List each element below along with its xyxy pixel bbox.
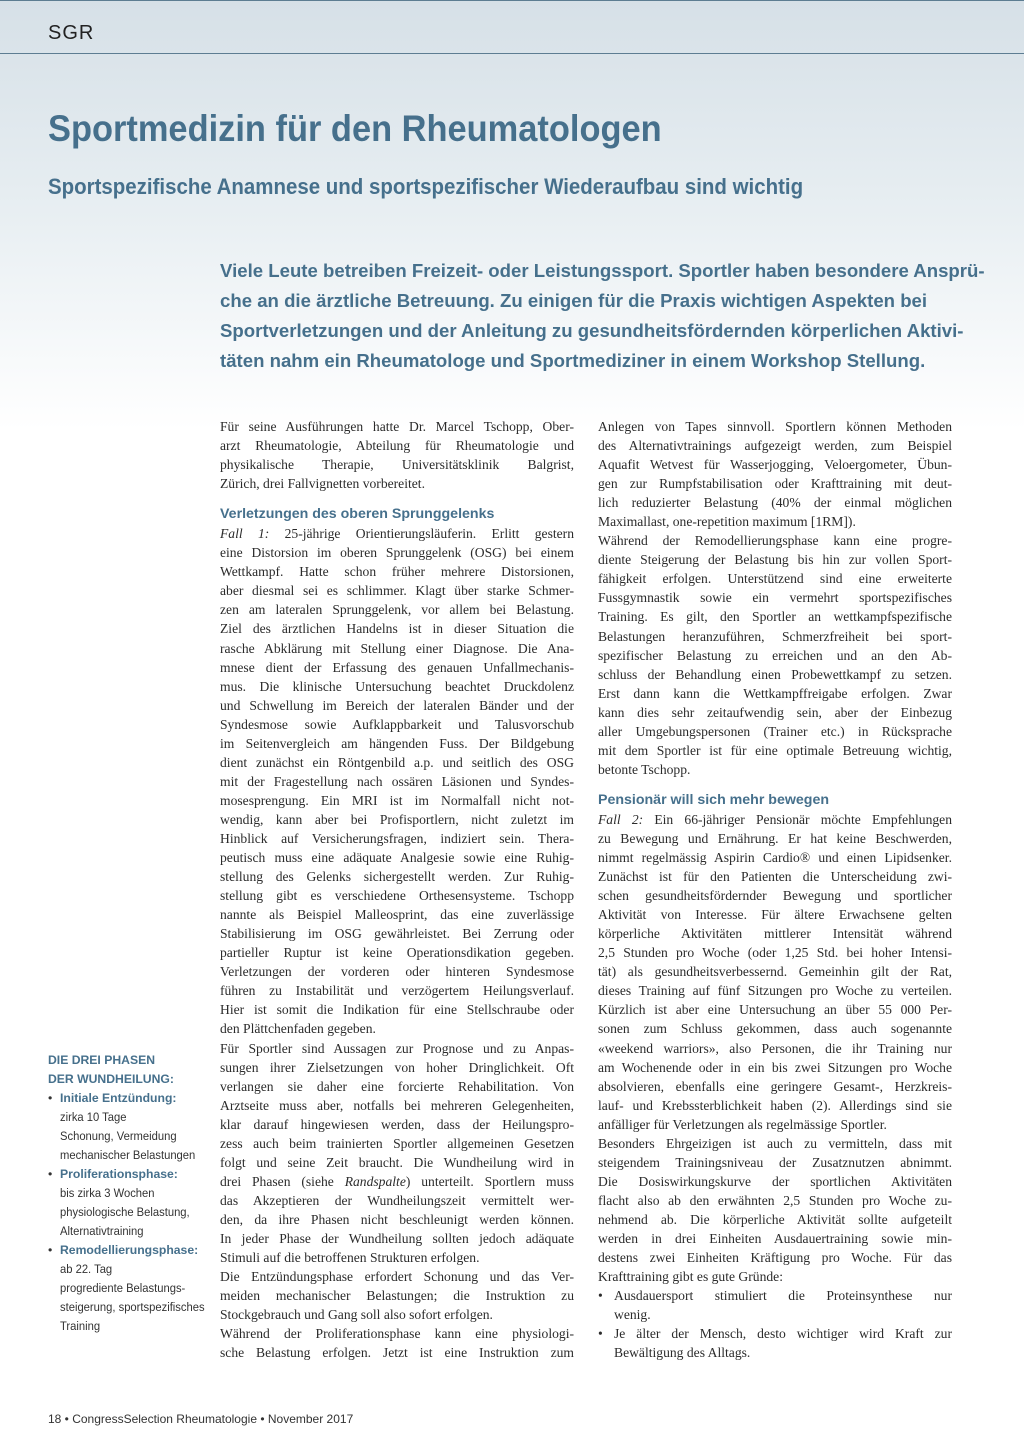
text-line: Stabilisierung im OSG gewährleistet. Bei Zerrung oder (220, 926, 574, 942)
text-line: Für Sportler sind Aussagen zur Prognose und zu Anpas- (220, 1040, 574, 1056)
text-line: dieses Training auf fünf Sitzungen pro Woche zu verteilen. (598, 983, 952, 999)
text-line: zen am lateralen Sprunggelenk, vor allem bei Belastung. (220, 602, 574, 618)
text-span: ) unterteilt. Sportlern muss (405, 1173, 574, 1189)
text-line: «weekend warriors», also Personen, die ihr Training nur (598, 1040, 952, 1056)
case-label: Fall 2: (598, 811, 644, 827)
text-line: Fussgymnastik sowie ein vermehrt sportspezifisches (598, 590, 952, 606)
paragraph (220, 1267, 574, 1324)
paragraph (220, 1324, 574, 1362)
lead-paragraph (220, 256, 1010, 376)
text-line: das Akzeptieren der Wundheilungszeit vermittelt wer- (220, 1192, 574, 1208)
bullet-icon: • (598, 1288, 603, 1304)
text-line: anfälliger für Verletzungen als regelmässige Sportler. (598, 1116, 887, 1132)
text-line: und Schwellung im Bereich der lateralen Bänder und der (220, 697, 574, 713)
paragraph (598, 531, 952, 779)
sidebar-box (48, 1051, 208, 1336)
text-line: stellung gibt es verschiedene Orthesensysteme. Tschopp (220, 888, 574, 904)
paragraph (220, 1039, 574, 1172)
phase-item (48, 1089, 208, 1165)
lead-line: täten nahm ein Rheumatologe und Sportmediziner in einem Workshop Stellung. (220, 350, 926, 371)
text-line: absolvieren, ebenfalls eine geringere Gesamt-, Herzkreis- (598, 1078, 952, 1094)
text-line: werden in drei Einheiten Ausdauertraining sowie min- (598, 1230, 952, 1246)
text-line: zu Bewegung und Ernährung. Er hat keine Beschwerden, (598, 830, 952, 846)
text-span: drei Phasen (siehe (220, 1173, 345, 1189)
case-line (220, 524, 574, 543)
text-line: sonen zum Schluss gekommen, dass auch sogenannte (598, 1021, 952, 1037)
text-line: am Wochenende oder in ein bis zwei Sitzungen pro Woche (598, 1059, 952, 1075)
text-line: Für seine Ausführungen hatte Dr. Marcel Tschopp, Ober- (220, 419, 574, 434)
text-line: führen zu Instabilität und verzögertem Heilungsverlauf. (220, 983, 574, 999)
text-line: partieller Ruptur ist keine Operationsdikation gegeben. (220, 945, 574, 961)
paragraph (220, 1191, 574, 1267)
text-line: den, da ihre Phasen nicht beschleunigt werden können. (220, 1211, 574, 1227)
text-line: den Plättchenfaden gegeben. (220, 1021, 376, 1037)
top-rule (0, 0, 1024, 1)
column-left (220, 417, 574, 1362)
phase-line: zirka 10 Tage (60, 1110, 127, 1124)
lead-line: Viele Leute betreiben Freizeit- oder Leistungssport. Sportler haben besondere Ansprü- (220, 260, 985, 281)
text-line: mosesprengung. Ein MRI ist im Normalfall nicht not- (220, 792, 574, 808)
text-line: gen zur Rumpfstabilisation oder Krafttraining mit deut- (598, 476, 952, 492)
phase-name: Proliferationsphase: (60, 1167, 178, 1181)
bullet-item (598, 1324, 952, 1362)
text-line: fähigkeit erfolgen. Unterstützend sind eine erweiterte (598, 571, 952, 587)
text-line: dient zunächst ein Röntgenbild a.p. und seitlich des OSG (220, 754, 574, 770)
text-line: diente Steigerung der Belastung bis hin zur vollen Sport- (598, 552, 952, 568)
text-line: In jeder Phase der Wundheilung sollten jedoch adäquate (220, 1230, 574, 1246)
text-line: sungen ihrer Zielsetzungen von hoher Dringlichkeit. Oft (220, 1059, 574, 1075)
text-line: peutisch muss eine adäquate Analgesie sowie eine Ruhig- (220, 850, 574, 866)
phase-list (48, 1089, 208, 1336)
paragraph (220, 543, 574, 1038)
text-line: Anlegen von Tapes sinnvoll. Sportlern können Methoden (598, 419, 952, 434)
article-title: Sportmedizin für den Rheumatologen (48, 108, 662, 149)
page-footer: 18 • CongressSelection Rheumatologie • November 2017 (48, 1412, 354, 1426)
text-line: mnese dient der Erfassung des genauen Unfallmechanis- (220, 659, 574, 675)
text-line: Kürzlich ist aber eine Untersuchung an über 55 000 Per- (598, 1002, 952, 1018)
bullet-icon: • (598, 1326, 603, 1342)
sidebar-title: DIE DREI PHASEN (48, 1053, 155, 1067)
text-line: schen gesundheitsfördernder Bewegung und sportlicher (598, 888, 952, 904)
sidebar-title: DER WUNDHEILUNG: (48, 1072, 174, 1086)
paragraph (598, 417, 952, 531)
phase-name: Remodellierungsphase: (60, 1243, 199, 1257)
text-line: Die Dosiswirkungskurve der sportlichen Aktivitäten (598, 1173, 952, 1189)
text-line: Aktivität von Interesse. Für ältere Erwachsene gelten (598, 907, 952, 923)
text-line (220, 1172, 574, 1191)
bullet-line: Bewältigung des Alltags. (614, 1345, 751, 1361)
text-line: lich reduzierter Belastung (40% der einmal möglichen (598, 495, 952, 511)
header-rule (0, 53, 1024, 54)
lead-line: Sportverletzungen und der Anleitung zu gesundheitsfördernden körperlichen Aktivi- (220, 320, 964, 341)
text-line: Besonders Ehrgeizigen ist auch zu vermitteln, dass mit (598, 1135, 952, 1151)
phase-line: progrediente Belastungs- (60, 1281, 186, 1295)
paragraph (598, 829, 952, 1134)
text-line: Die Entzündungsphase erfordert Schonung und das Ver- (220, 1269, 574, 1285)
text-line: Belastungen heranzuführen, Schmerzfreiheit bei sport- (598, 628, 952, 644)
text-line: meiden mechanischer Belastungen; die Instruktion zu (220, 1288, 574, 1304)
text-line: Während der Proliferationsphase kann eine physiologi- (220, 1326, 574, 1342)
text-line: spezifischer Belastung zu erreichen und an den Ab- (598, 647, 952, 663)
bullet-icon: • (48, 1091, 53, 1105)
text-line: nehmend ab. Die körperliche Aktivität sollte aufgeteilt (598, 1211, 952, 1227)
text-line: nannte als Beispiel Malleosprint, das eine zuverlässige (220, 907, 574, 923)
column-right (598, 417, 952, 1362)
text-span-italic: Randspalte (344, 1173, 406, 1189)
bullet-line: Ausdauersport stimuliert die Proteinsynthese nur (614, 1288, 952, 1304)
text-line: steigendem Trainingsniveau der Zusatznutzen abnimmt. (598, 1154, 952, 1170)
phase-line: ab 22. Tag (60, 1262, 113, 1276)
phase-line: steigerung, sportspezifisches (60, 1300, 205, 1314)
text-line: mus. Die klinische Untersuchung beachtet Druckdolenz (220, 678, 574, 694)
text-line: schluss der Behandlung einen Probewettkampf zu setzen. (598, 666, 952, 682)
text-line: körperliche Aktivitäten mittlerer Intensität während (598, 926, 952, 942)
bullet-line: wenig. (614, 1307, 651, 1323)
text-line: mit dem Sportler ist für eine optimale Betreuung wichtig, (598, 742, 952, 758)
text-line: im Seitenvergleich am hängenden Fuss. Der Bildgebung (220, 735, 574, 751)
text-line: lauf- und Krebssterblichkeit haben (2). Allerdings sind sie (598, 1097, 952, 1113)
text-line: Training. Es gilt, den Sportler an wettkampfspezifische (598, 609, 952, 625)
case-label: Fall 1: (220, 526, 270, 542)
phase-item (48, 1165, 208, 1241)
text-line: Arztseite muss aber, notfalls bei mehreren Gelegenheiten, (220, 1097, 574, 1113)
bullet-line: Je älter der Mensch, desto wichtiger wird Kraft zur (614, 1326, 952, 1342)
section-label: SGR (48, 22, 95, 44)
text-line: Während der Remodellierungsphase kann eine progre- (598, 533, 952, 549)
text-line: aber diesmal sei es schlimmer. Klagt über starke Schmer- (220, 583, 574, 599)
case-text: Ein 66-jähriger Pensionär möchte Empfehlungen (643, 811, 952, 827)
text-line: mit der Fragestellung nach ossären Läsionen und Syndes- (220, 773, 574, 789)
text-line: flacht also ab den erwähnten 2,5 Stunden pro Woche zu- (598, 1192, 952, 1208)
phase-line: bis zirka 3 Wochen (60, 1186, 155, 1200)
case-line (598, 810, 952, 829)
text-line: Erst dann kann die Wettkampffreigabe erfolgen. Zwar (598, 685, 952, 701)
phase-name: Initiale Entzündung: (60, 1091, 177, 1105)
text-line: Syndesmose sowie Aufklappbarkeit und Talusvorschub (220, 716, 574, 732)
text-line: destens zwei Einheiten Kräftigung pro Woche. Für das (598, 1250, 952, 1266)
text-line: Zunächst ist für den Patienten die Unterscheidung zwi- (598, 869, 952, 885)
text-line: Stimuli auf die betroffenen Strukturen erfolgen. (220, 1250, 480, 1266)
text-line: Zürich, drei Fallvignetten vorbereitet. (220, 476, 425, 492)
bullet-icon: • (48, 1167, 53, 1181)
text-line: Ziel des ärztlichen Handelns ist in dieser Situation die (220, 621, 574, 637)
text-line: eine Distorsion im oberen Sprunggelenk (OSG) bei einem (220, 545, 574, 561)
article-subtitle: Sportspezifische Anamnese und sportspezifischer Wiederaufbau sind wichtig (48, 174, 804, 199)
lead-line: che an die ärztliche Betreuung. Zu einigen für die Praxis wichtigen Aspekten bei (220, 290, 928, 311)
section-heading: Pensionär will sich mehr bewegen (598, 791, 830, 808)
case-text: 25-jährige Orientierungsläuferin. Erlitt gestern (269, 526, 574, 542)
text-line: folgt und seine Zeit braucht. Die Wundheilung wird in (220, 1154, 574, 1170)
text-line: arzt Rheumatologie, Abteilung für Rheumatologie und (220, 438, 574, 454)
section-heading: Verletzungen des oberen Sprunggelenks (220, 506, 495, 523)
text-line: nimmt regelmässig Aspirin Cardio® und einen Lipidsenker. (598, 850, 952, 866)
text-line: zess auch beim trainierten Sportler allgemeinen Gesetzen (220, 1135, 574, 1151)
text-line: Aquafit Wetvest für Wasserjogging, Veloergometer, Übun- (598, 457, 952, 473)
text-line: 2,5 Stunden pro Woche (oder 1,25 Std. bei hoher Intensi- (598, 945, 952, 961)
text-line: Maximallast, one-repetition maximum [1RM]). (598, 514, 856, 530)
text-line: Hinblick auf Versicherungsfragen, indiziert sein. Thera- (220, 830, 574, 846)
text-line: physikalische Therapie, Universitätsklinik Balgrist, (220, 457, 574, 473)
bullet-item (598, 1286, 952, 1324)
text-line: Verletzungen der vorderen oder hinteren Syndesmose (220, 964, 574, 980)
phase-line: Training (60, 1319, 101, 1333)
text-line: stellung des Gelenks sichergestellt werden. Zur Ruhig- (220, 869, 574, 885)
intro-paragraph (220, 417, 574, 493)
text-line: sche Belastung erfolgen. Jetzt ist eine Instruktion zum (220, 1345, 574, 1361)
text-line: wendig, kann aber bei Profisportlern, nicht zuletzt im (220, 811, 574, 827)
text-line: klar darauf hingewiesen werden, dass der Heilungspro- (220, 1116, 574, 1132)
text-line: aller Umgebungspersonen (Trainer etc.) in Rücksprache (598, 723, 952, 739)
text-line: Stockgebrauch und Gang soll also sofort erfolgen. (220, 1307, 493, 1323)
phase-line: Alternativtraining (60, 1224, 144, 1238)
phase-line: Schonung, Vermeidung (60, 1129, 177, 1143)
phase-item (48, 1241, 208, 1336)
text-line: verlangen sie daher eine forcierte Rehabilitation. Von (220, 1078, 574, 1094)
text-line: betonte Tschopp. (598, 761, 691, 777)
text-line: des Alternativtrainings aufgezeigt werden, zum Beispiel (598, 438, 952, 454)
phase-line: physiologische Belastung, (60, 1205, 190, 1219)
phase-line: mechanischer Belastungen (60, 1148, 196, 1162)
text-line: kann dies sehr zeitaufwendig sein, aber der Einbezug (598, 704, 952, 720)
text-line: Krafttraining gibt es gute Gründe: (598, 1269, 783, 1285)
text-line: Hier ist somit die Indikation für eine Stellschraube oder (220, 1002, 574, 1018)
text-line: rasche Abklärung mit Stellung einer Diagnose. Die Ana- (220, 640, 574, 656)
bullet-icon: • (48, 1243, 53, 1257)
text-line: tät) als gesundheitsverbessernd. Gemeinhin gilt der Rat, (598, 964, 952, 980)
bullet-list (598, 1286, 952, 1362)
text-line: Wettkampf. Hatte schon früher mehrere Distorsionen, (220, 564, 574, 580)
paragraph (598, 1134, 952, 1286)
